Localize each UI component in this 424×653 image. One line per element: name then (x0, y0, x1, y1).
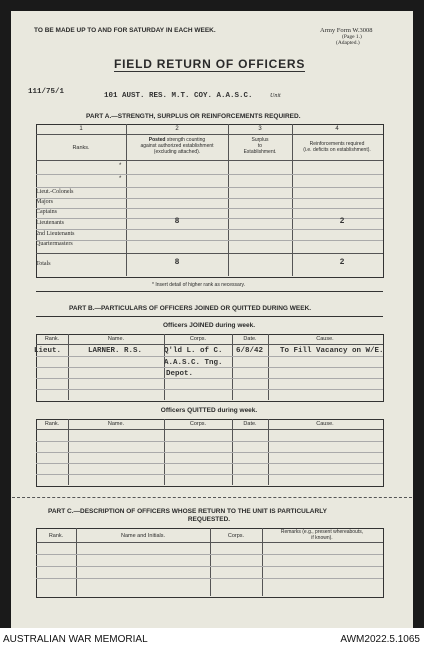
surplus-header: Surplus to Establishment. (243, 137, 277, 155)
quitted-name-header: Name. (107, 421, 125, 427)
joined-name-value: LARNER. R.S. (88, 347, 143, 355)
part-c-corps-header: Corps. (227, 533, 245, 539)
col-2-number: 2 (175, 126, 179, 132)
footer-bar (0, 628, 424, 653)
col-4-number: 4 (335, 126, 339, 132)
totals-posted-value: 8 (174, 258, 180, 267)
reinforcements-header: Reinforcements required (i.e. deficits on establishment). (303, 141, 371, 153)
joined-rank-header: Rank. (44, 336, 60, 342)
part-c-title-2: REQUESTED. (187, 516, 231, 523)
totals-reinforcements-value: 2 (339, 258, 345, 267)
posted-header: Posted strength counting against authorized establishment (excluding attached). (140, 137, 214, 155)
rank-quartermasters: Quartermasters (36, 241, 73, 247)
quitted-date-header: Date. (243, 421, 257, 427)
joined-cause-value: To Fill Vacancy on W/E. (280, 347, 384, 355)
footer-source: AUSTRALIAN WAR MEMORIAL (3, 634, 148, 645)
instruction-text: TO BE MADE UP TO AND FOR SATURDAY IN EACH WEEK. (34, 27, 216, 34)
rank-2nd-lieutenants: 2nd Lieutenants (36, 231, 75, 237)
col-1-number: 1 (79, 126, 83, 132)
joined-rank-value: Lieut. (34, 347, 62, 355)
ranks-header: Ranks. (72, 145, 90, 151)
joined-cause-header: Cause. (316, 336, 334, 342)
page-title: FIELD RETURN OF OFFICERS (114, 57, 306, 71)
form-number: Army Form W.3008 (320, 27, 373, 34)
part-a-footnote: * Insert detail of higher rank as necessary. (152, 282, 246, 288)
joined-date-header: Date. (243, 336, 257, 342)
lieutenants-reinforcements-value: 2 (339, 217, 345, 226)
part-c-title: PART C.—DESCRIPTION OF OFFICERS WHOSE RETURN TO THE UNIT IS PARTICULARLY (48, 508, 327, 515)
tear-line (12, 497, 412, 498)
asterisk-mark: * (119, 163, 122, 169)
unit-name: 101 AUST. RES. M.T. COY. A.A.S.C. (104, 92, 253, 100)
part-c-rank-header: Rank. (48, 533, 64, 539)
joined-corps-header: Corps. (189, 336, 207, 342)
unit-label: Unit (270, 93, 281, 99)
lieutenants-posted-value: 8 (174, 217, 180, 226)
joined-date-value: 6/8/42 (236, 347, 264, 355)
part-c-remarks-header: Remarks (e.g., present whereabouts, if known). (280, 529, 364, 541)
rank-majors: Majors (36, 199, 53, 205)
rank-captains: Captains (36, 209, 57, 215)
quitted-rank-header: Rank. (44, 421, 60, 427)
col-3-number: 3 (258, 126, 262, 132)
quitted-title: Officers QUITTED during week. (160, 407, 258, 414)
joined-corps-value-2: A.A.S.C. Tng. (164, 359, 223, 367)
rank-lt-colonels: Lieut.-Colonels (36, 189, 74, 195)
joined-corps-value: Q'ld L. of C. (164, 347, 223, 355)
part-a-title: PART A.—STRENGTH, SURPLUS OR REINFORCEMENTS REQUIRED. (86, 113, 301, 120)
joined-name-header: Name. (107, 336, 125, 342)
form-page: (Page 1.) (342, 34, 362, 40)
part-c-name-header: Name and Initials. (120, 533, 166, 539)
part-b-title: PART B.—PARTICULARS OF OFFICERS JOINED OR QUITTED DURING WEEK. (69, 305, 312, 312)
joined-title: Officers JOINED during week. (162, 322, 256, 329)
joined-corps-value-3: Depot. (166, 370, 194, 378)
quitted-corps-header: Corps. (189, 421, 207, 427)
form-adapted: (Adapted.) (336, 40, 360, 46)
rank-lieutenants: Lieutenants (36, 220, 64, 226)
totals-label: Totals (36, 261, 51, 267)
reference-number: 111/75/1 (28, 88, 65, 96)
asterisk-mark: * (119, 176, 122, 182)
footer-accession: AWM2022.5.1065 (340, 634, 420, 645)
quitted-cause-header: Cause. (316, 421, 334, 427)
